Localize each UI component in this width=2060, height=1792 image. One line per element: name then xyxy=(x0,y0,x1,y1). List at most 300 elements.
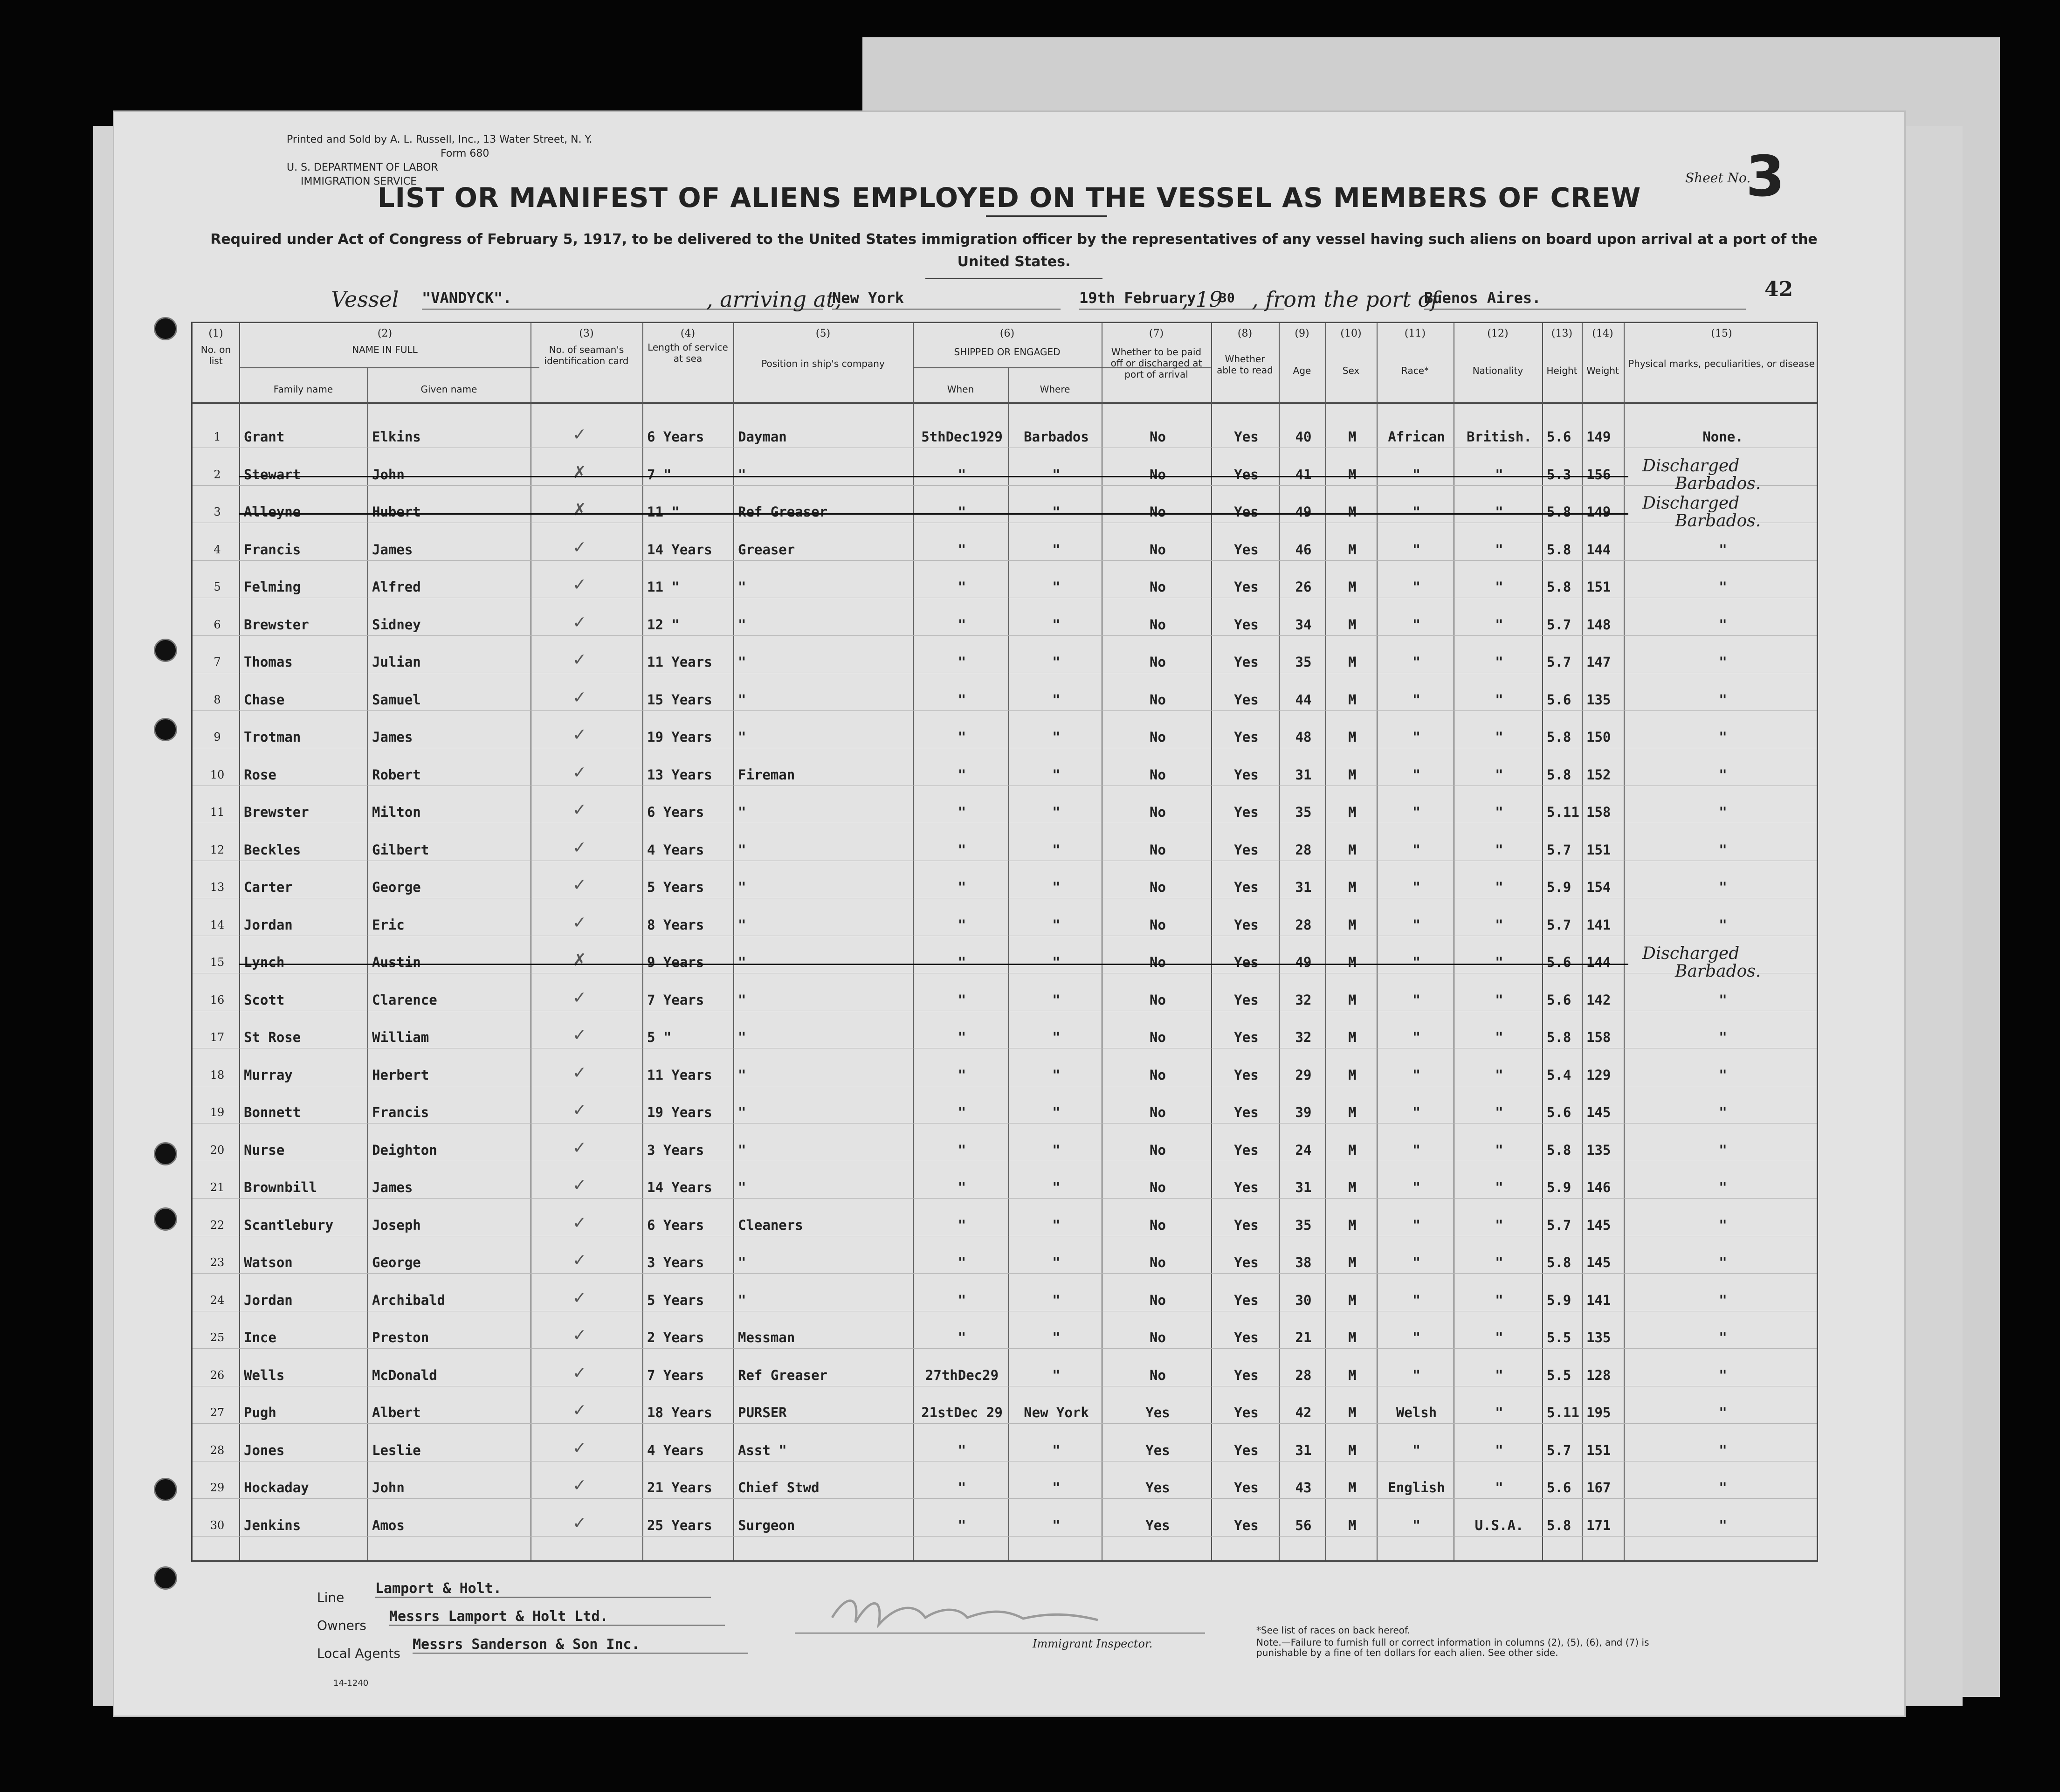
cell-height: 5.8 xyxy=(1547,1254,1571,1270)
note-line: Barbados. xyxy=(1675,962,1761,981)
column-divider xyxy=(1624,323,1625,1560)
cell-when: " xyxy=(958,804,966,820)
cell-paid: No xyxy=(1150,1330,1166,1345)
cell-no: 10 xyxy=(210,768,225,781)
cell-race: " xyxy=(1412,616,1421,633)
cell-when: " xyxy=(958,992,966,1008)
cell-service: 25 Years xyxy=(647,1517,712,1533)
cell-read: Yes xyxy=(1234,541,1259,558)
cell-where: " xyxy=(1052,466,1061,482)
cell-when: " xyxy=(958,1292,966,1308)
cell-when: " xyxy=(958,1067,966,1083)
cell-height: 5.6 xyxy=(1547,992,1571,1008)
cell-no: 19 xyxy=(210,1106,225,1119)
cell-height: 5.7 xyxy=(1547,616,1571,633)
cell-height: 5.9 xyxy=(1547,1179,1571,1195)
cell-age: 35 xyxy=(1295,1217,1312,1233)
cell-weight: 156 xyxy=(1586,466,1611,482)
cell-paid: No xyxy=(1150,1104,1166,1120)
cell-race: " xyxy=(1412,1217,1421,1233)
table-row-line xyxy=(193,1536,1817,1537)
cell-marks: " xyxy=(1719,654,1727,670)
cell-age: 35 xyxy=(1295,804,1312,820)
check-mark-icon: ✓ xyxy=(572,1513,587,1533)
printer-line-1: Printed and Sold by A. L. Russell, Inc., 13 Water Street, N. Y. xyxy=(287,134,593,145)
cell-paid: No xyxy=(1150,804,1166,820)
cell-service: 3 Years xyxy=(647,1254,704,1270)
cell-weight: 147 xyxy=(1586,654,1611,670)
cell-paid: No xyxy=(1150,841,1166,858)
cell-family: Ince xyxy=(244,1330,276,1345)
note-line: Barbados. xyxy=(1675,474,1761,493)
printer-info xyxy=(287,133,593,189)
cell-age: 44 xyxy=(1295,691,1312,708)
cell-given: Gilbert xyxy=(372,841,429,858)
cell-race: " xyxy=(1412,466,1421,482)
cell-where: " xyxy=(1052,841,1061,858)
cell-sex: M xyxy=(1348,954,1357,970)
cell-nationality: " xyxy=(1495,1292,1503,1308)
cell-when: " xyxy=(958,1104,966,1120)
column-divider xyxy=(1279,323,1280,1560)
cell-marks: " xyxy=(1719,1330,1727,1345)
cell-when: 21stDec 29 xyxy=(921,1405,1003,1420)
cell-race: " xyxy=(1412,954,1421,970)
cell-given: Leslie xyxy=(372,1442,421,1458)
cell-nationality: " xyxy=(1495,1330,1503,1345)
column-header-height: Height xyxy=(1546,365,1578,376)
cell-nationality: " xyxy=(1495,1367,1503,1383)
cell-when: " xyxy=(958,1480,966,1496)
cell-height: 5.6 xyxy=(1547,429,1571,445)
cell-nationality: " xyxy=(1495,992,1503,1008)
check-mark-icon: ✓ xyxy=(572,1363,587,1383)
sheet-number-value: 3 xyxy=(1746,145,1785,209)
cell-when: " xyxy=(958,1330,966,1345)
cell-height: 5.9 xyxy=(1547,1292,1571,1308)
cell-service: 14 Years xyxy=(647,541,712,558)
agents-value: Messrs Sanderson & Son Inc. xyxy=(413,1636,748,1654)
cell-height: 5.5 xyxy=(1547,1330,1571,1345)
cell-race: " xyxy=(1412,879,1421,895)
cell-position: Chief Stwd xyxy=(738,1480,820,1496)
cell-marks: " xyxy=(1719,1517,1727,1533)
cell-no: 11 xyxy=(210,806,225,819)
cell-service: 11 Years xyxy=(647,654,712,670)
arrival-date: 19th February xyxy=(1079,289,1284,310)
cell-when: " xyxy=(958,654,966,670)
cell-marks: " xyxy=(1719,1029,1727,1045)
cell-age: 48 xyxy=(1295,729,1312,745)
cell-paid: No xyxy=(1150,1067,1166,1083)
cell-height: 5.8 xyxy=(1547,541,1571,558)
column-header-length-of-service: Length of service at sea xyxy=(648,342,728,364)
cell-race: " xyxy=(1412,1179,1421,1195)
cell-marks: " xyxy=(1719,541,1727,558)
cell-paid: No xyxy=(1150,1029,1166,1045)
cell-when: 27thDec29 xyxy=(925,1367,999,1383)
cell-paid: No xyxy=(1150,616,1166,633)
race-footnote: *See list of races on back hereof. xyxy=(1256,1625,1410,1636)
cell-service: 6 Years xyxy=(647,429,704,445)
cell-sex: M xyxy=(1348,1029,1357,1045)
cell-height: 5.7 xyxy=(1547,654,1571,670)
cell-family: Watson xyxy=(244,1254,293,1270)
cell-age: 56 xyxy=(1295,1517,1312,1533)
check-mark-icon: ✓ xyxy=(572,1101,587,1120)
cell-sex: M xyxy=(1348,1480,1357,1496)
cell-weight: 145 xyxy=(1586,1217,1611,1233)
cell-service: 6 Years xyxy=(647,804,704,820)
cell-position: PURSER xyxy=(738,1405,787,1420)
cell-service: 4 Years xyxy=(647,1442,704,1458)
cell-where: " xyxy=(1052,1442,1061,1458)
cell-paid: Yes xyxy=(1145,1405,1170,1420)
cell-sex: M xyxy=(1348,1442,1357,1458)
cell-read: Yes xyxy=(1234,579,1259,595)
cell-position: Ref Greaser xyxy=(738,1367,828,1383)
table-row-line xyxy=(193,560,1817,561)
cell-given: James xyxy=(372,1179,413,1195)
cell-read: Yes xyxy=(1234,917,1259,933)
cell-given: Elkins xyxy=(372,429,421,445)
cell-race: " xyxy=(1412,1029,1421,1045)
cell-no: 29 xyxy=(210,1481,225,1494)
cell-service: 4 Years xyxy=(647,841,704,858)
cell-race: " xyxy=(1412,1254,1421,1270)
cell-given: Robert xyxy=(372,766,421,783)
column-number: (4) xyxy=(680,328,696,339)
cell-no: 5 xyxy=(214,580,221,593)
cell-age: 28 xyxy=(1295,841,1312,858)
cell-read: Yes xyxy=(1234,1442,1259,1458)
cell-given: John xyxy=(372,466,405,482)
cell-when: " xyxy=(958,541,966,558)
cell-when: " xyxy=(958,616,966,633)
cell-weight: 150 xyxy=(1586,729,1611,745)
cell-weight: 141 xyxy=(1586,1292,1611,1308)
cell-marks: " xyxy=(1719,729,1727,745)
cell-position: " xyxy=(738,616,746,633)
cell-position: " xyxy=(738,579,746,595)
note-line: Discharged xyxy=(1642,944,1740,963)
cell-weight: 135 xyxy=(1586,691,1611,708)
cell-nationality: " xyxy=(1495,954,1503,970)
cell-weight: 129 xyxy=(1586,1067,1611,1083)
cell-weight: 151 xyxy=(1586,579,1611,595)
cell-when: " xyxy=(958,1217,966,1233)
cell-sex: M xyxy=(1348,429,1357,445)
cell-sex: M xyxy=(1348,804,1357,820)
cell-read: Yes xyxy=(1234,1142,1259,1158)
cell-marks: " xyxy=(1719,917,1727,933)
cell-read: Yes xyxy=(1234,691,1259,708)
cell-family: Beckles xyxy=(244,841,301,858)
cell-read: Yes xyxy=(1234,504,1259,520)
column-number: (8) xyxy=(1237,328,1253,339)
cell-weight: 171 xyxy=(1586,1517,1611,1533)
cell-height: 5.8 xyxy=(1547,579,1571,595)
cell-when: " xyxy=(958,954,966,970)
cell-no: 16 xyxy=(210,993,225,1006)
cell-where: " xyxy=(1052,616,1061,633)
handwritten-note xyxy=(1642,495,1761,530)
cell-position: " xyxy=(738,1179,746,1195)
cell-age: 49 xyxy=(1295,504,1312,520)
cell-read: Yes xyxy=(1234,1179,1259,1195)
cell-sex: M xyxy=(1348,504,1357,520)
cell-height: 5.8 xyxy=(1547,766,1571,783)
cell-weight: 145 xyxy=(1586,1254,1611,1270)
column-header-given-name: Given name xyxy=(420,384,477,395)
cell-race: English xyxy=(1388,1480,1445,1496)
cell-family: Thomas xyxy=(244,654,293,670)
cell-height: 5.6 xyxy=(1547,954,1571,970)
binder-hole-icon xyxy=(154,317,177,340)
cell-position: Fireman xyxy=(738,766,795,783)
cell-where: " xyxy=(1052,1067,1061,1083)
cell-marks: " xyxy=(1719,691,1727,708)
cell-weight: 151 xyxy=(1586,841,1611,858)
cell-position: " xyxy=(738,992,746,1008)
cell-nationality: " xyxy=(1495,1442,1503,1458)
cell-height: 5.4 xyxy=(1547,1067,1571,1083)
cell-paid: No xyxy=(1150,729,1166,745)
check-mark-icon: ✓ xyxy=(572,1476,587,1495)
cell-no: 17 xyxy=(210,1031,225,1044)
cell-marks: " xyxy=(1719,1104,1727,1120)
cell-age: 38 xyxy=(1295,1254,1312,1270)
cell-position: " xyxy=(738,1254,746,1270)
cell-age: 35 xyxy=(1295,654,1312,670)
header-divider xyxy=(193,402,1817,404)
cell-nationality: " xyxy=(1495,879,1503,895)
cell-where: " xyxy=(1052,1330,1061,1345)
cell-race: " xyxy=(1412,992,1421,1008)
cell-where: " xyxy=(1052,541,1061,558)
cell-no: 23 xyxy=(210,1256,225,1269)
cell-read: Yes xyxy=(1234,466,1259,482)
cell-read: Yes xyxy=(1234,1330,1259,1345)
cell-service: 11 " xyxy=(647,579,680,595)
cell-height: 5.8 xyxy=(1547,504,1571,520)
cell-where: " xyxy=(1052,691,1061,708)
handwritten-note xyxy=(1642,457,1761,493)
cell-height: 5.11 xyxy=(1547,804,1579,820)
cell-weight: 195 xyxy=(1586,1405,1611,1420)
cell-family: Brewster xyxy=(244,804,309,820)
cell-height: 5.8 xyxy=(1547,729,1571,745)
cell-where: " xyxy=(1052,1517,1061,1533)
cell-no: 25 xyxy=(210,1331,225,1344)
cell-given: Joseph xyxy=(372,1217,421,1233)
name-subheader-line xyxy=(239,367,539,368)
cell-age: 28 xyxy=(1295,917,1312,933)
cell-paid: No xyxy=(1150,1142,1166,1158)
cell-service: 7 Years xyxy=(647,992,704,1008)
strike-through-line xyxy=(239,964,1628,965)
cell-nationality: " xyxy=(1495,804,1503,820)
table-row-line xyxy=(193,485,1817,486)
cell-weight: 158 xyxy=(1586,1029,1611,1045)
printer-line-2: Form 680 xyxy=(441,148,489,159)
cell-read: Yes xyxy=(1234,654,1259,670)
cell-when: " xyxy=(958,504,966,520)
note-line: Discharged xyxy=(1642,494,1740,513)
cell-nationality: " xyxy=(1495,466,1503,482)
cell-when: " xyxy=(958,1179,966,1195)
cell-height: 5.6 xyxy=(1547,1480,1571,1496)
check-mark-icon: ✓ xyxy=(572,425,587,444)
cell-when: " xyxy=(958,691,966,708)
cell-paid: No xyxy=(1150,766,1166,783)
cell-position: " xyxy=(738,1104,746,1120)
cell-service: 12 " xyxy=(647,616,680,633)
cell-when: 5thDec1929 xyxy=(921,429,1003,445)
cell-when: " xyxy=(958,879,966,895)
cell-age: 32 xyxy=(1295,1029,1312,1045)
arriving-port: New York xyxy=(832,289,1061,310)
cell-where: " xyxy=(1052,1217,1061,1233)
cell-age: 49 xyxy=(1295,954,1312,970)
check-mark-icon: ✓ xyxy=(572,763,587,782)
cell-marks: " xyxy=(1719,616,1727,633)
cell-sex: M xyxy=(1348,466,1357,482)
cell-no: 8 xyxy=(214,693,221,706)
cell-where: New York xyxy=(1024,1405,1089,1420)
cell-weight: 142 xyxy=(1586,992,1611,1008)
cell-race: " xyxy=(1412,804,1421,820)
cell-weight: 146 xyxy=(1586,1179,1611,1195)
cell-age: 31 xyxy=(1295,766,1312,783)
cell-given: Amos xyxy=(372,1517,405,1533)
cell-nationality: " xyxy=(1495,1142,1503,1158)
cell-paid: No xyxy=(1150,429,1166,445)
cell-no: 7 xyxy=(214,655,221,669)
cell-given: Herbert xyxy=(372,1067,429,1083)
check-mark-icon: ✓ xyxy=(572,1288,587,1308)
cell-given: Albert xyxy=(372,1405,421,1420)
cell-race: " xyxy=(1412,1367,1421,1383)
cell-family: Jordan xyxy=(244,1292,293,1308)
cell-family: Francis xyxy=(244,541,301,558)
cell-service: 9 Years xyxy=(647,954,704,970)
cell-when: " xyxy=(958,1254,966,1270)
cell-position: " xyxy=(738,954,746,970)
cell-no: 22 xyxy=(210,1218,225,1232)
binder-hole-icon xyxy=(154,718,177,741)
cell-age: 29 xyxy=(1295,1067,1312,1083)
handwritten-note xyxy=(1642,945,1761,980)
column-header-id-card: No. of seaman's identification card xyxy=(544,344,629,366)
column-divider xyxy=(239,323,240,1560)
cell-service: 18 Years xyxy=(647,1405,712,1420)
cell-paid: No xyxy=(1150,917,1166,933)
cell-weight: 152 xyxy=(1586,766,1611,783)
column-header-family-name: Family name xyxy=(273,384,333,395)
cell-no: 28 xyxy=(210,1443,225,1457)
cell-given: Julian xyxy=(372,654,421,670)
cell-service: 7 Years xyxy=(647,1367,704,1383)
cell-sex: M xyxy=(1348,917,1357,933)
column-header-able-to-read: Whether able to read xyxy=(1217,353,1273,376)
cell-paid: No xyxy=(1150,992,1166,1008)
cell-read: Yes xyxy=(1234,1254,1259,1270)
cell-paid: No xyxy=(1150,1179,1166,1195)
cell-read: Yes xyxy=(1234,1480,1259,1496)
column-header-position: Position in ship's company xyxy=(761,358,885,369)
cell-nationality: " xyxy=(1495,1217,1503,1233)
cell-nationality: " xyxy=(1495,691,1503,708)
check-mark-icon: ✓ xyxy=(572,838,587,857)
cell-weight: 144 xyxy=(1586,541,1611,558)
cell-nationality: " xyxy=(1495,1480,1503,1496)
cell-given: Deighton xyxy=(372,1142,437,1158)
cell-read: Yes xyxy=(1234,766,1259,783)
line-value: Lamport & Holt. xyxy=(375,1580,711,1598)
cell-no: 26 xyxy=(210,1368,225,1382)
cell-position: " xyxy=(738,654,746,670)
arriving-label: , arriving at, xyxy=(706,287,842,312)
cell-age: 43 xyxy=(1295,1480,1312,1496)
cell-when: " xyxy=(958,1442,966,1458)
check-mark-icon: ✓ xyxy=(572,1326,587,1345)
cell-paid: No xyxy=(1150,1254,1166,1270)
cell-weight: 154 xyxy=(1586,879,1611,895)
table-row-line xyxy=(193,635,1817,636)
cell-race: Welsh xyxy=(1396,1405,1437,1420)
cell-read: Yes xyxy=(1234,729,1259,745)
form-code: 14-1240 xyxy=(333,1678,369,1688)
cell-no: 30 xyxy=(210,1518,225,1532)
cell-no: 20 xyxy=(210,1143,225,1157)
cell-race: " xyxy=(1412,1104,1421,1120)
cell-marks: " xyxy=(1719,579,1727,595)
column-number: (7) xyxy=(1149,328,1164,339)
cell-where: " xyxy=(1052,1179,1061,1195)
cell-sex: M xyxy=(1348,841,1357,858)
cell-weight: 135 xyxy=(1586,1142,1611,1158)
cell-family: Rose xyxy=(244,766,276,783)
cell-sex: M xyxy=(1348,1330,1357,1345)
cell-nationality: U.S.A. xyxy=(1474,1517,1524,1533)
cell-read: Yes xyxy=(1234,879,1259,895)
cell-paid: No xyxy=(1150,579,1166,595)
cell-no: 1 xyxy=(214,430,221,443)
cell-nationality: British. xyxy=(1467,429,1532,445)
cell-age: 31 xyxy=(1295,1442,1312,1458)
cell-nationality: " xyxy=(1495,917,1503,933)
cell-sex: M xyxy=(1348,691,1357,708)
column-header-age: Age xyxy=(1293,365,1311,376)
inspector-signature-icon xyxy=(827,1585,1126,1636)
cell-marks: None. xyxy=(1702,429,1743,445)
column-number: (14) xyxy=(1592,328,1613,339)
cell-service: 19 Years xyxy=(647,1104,712,1120)
cell-given: James xyxy=(372,729,413,745)
cell-age: 21 xyxy=(1295,1330,1312,1345)
cell-marks: " xyxy=(1719,1142,1727,1158)
cell-position: " xyxy=(738,917,746,933)
cell-read: Yes xyxy=(1234,429,1259,445)
cell-nationality: " xyxy=(1495,579,1503,595)
cell-age: 39 xyxy=(1295,1104,1312,1120)
cell-nationality: " xyxy=(1495,841,1503,858)
cell-where: Barbados xyxy=(1024,429,1089,445)
column-divider xyxy=(1542,323,1543,1560)
cell-age: 30 xyxy=(1295,1292,1312,1308)
cell-read: Yes xyxy=(1234,954,1259,970)
